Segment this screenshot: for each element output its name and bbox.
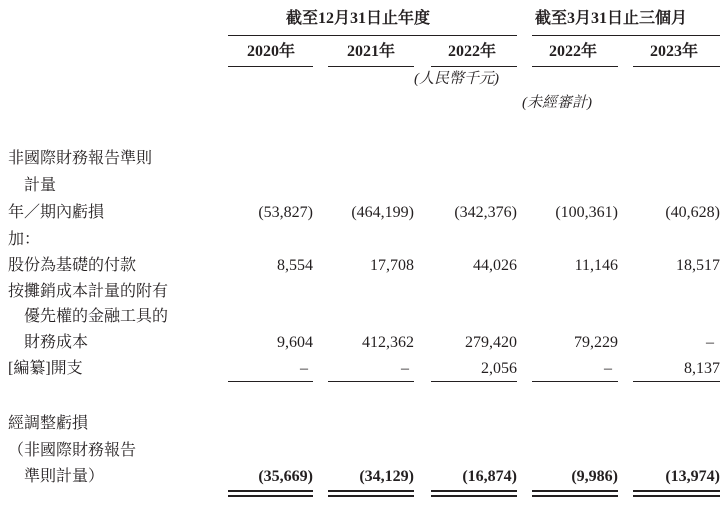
currency-note: (人民幣千元): [414, 71, 499, 87]
row-label-finance-cost: 財務成本: [8, 334, 89, 351]
value-cell: 18,517: [676, 257, 720, 274]
value-cell: 8,137: [684, 360, 720, 377]
total-double-rule: [633, 495, 720, 497]
total-value-cell: (16,874): [462, 468, 517, 485]
section-label-non-ifrs: 計量: [8, 177, 57, 194]
three-month-group-rule: [532, 35, 720, 36]
subtotal-rule: [228, 381, 313, 382]
year-header-2022: 2022年: [447, 43, 496, 60]
value-cell: (53,827): [258, 204, 313, 221]
year-rule: [431, 66, 517, 67]
total-value-cell: (9,986): [571, 468, 618, 485]
value-cell: 279,420: [465, 334, 517, 351]
value-cell: –: [300, 360, 308, 377]
total-double-rule: [228, 490, 313, 492]
year-rule: [228, 66, 313, 67]
total-double-rule: [532, 495, 618, 497]
subtotal-rule: [532, 381, 618, 382]
year-header-2022-q1: 2022年: [548, 43, 597, 60]
value-cell: 2,056: [481, 360, 517, 377]
value-cell: 9,604: [277, 334, 313, 351]
row-label-listing-expense: [編纂]開支: [8, 360, 83, 377]
value-cell: 11,146: [574, 257, 618, 274]
value-cell: 44,026: [473, 257, 517, 274]
value-cell: (40,628): [665, 204, 720, 221]
total-double-rule: [328, 495, 414, 497]
value-cell: 79,229: [574, 334, 618, 351]
fiscal-year-group-rule: [228, 35, 517, 36]
year-header-2020: 2020年: [246, 43, 295, 60]
three-month-group-header: 截至3月31日止三個月: [535, 10, 688, 27]
year-rule: [633, 66, 720, 67]
row-label-adjusted-loss: （非國際財務報告: [8, 442, 137, 459]
total-value-cell: (34,129): [359, 468, 414, 485]
total-value-cell: (13,974): [665, 468, 720, 485]
value-cell: (464,199): [351, 204, 414, 221]
value-cell: 412,362: [362, 334, 414, 351]
total-double-rule: [228, 495, 313, 497]
total-double-rule: [431, 495, 517, 497]
value-cell: (100,361): [555, 204, 618, 221]
value-cell: –: [604, 360, 612, 377]
year-header-2023-q1: 2023年: [649, 43, 698, 60]
total-double-rule: [328, 490, 414, 492]
row-label-share-payment: 股份為基礎的付款: [8, 257, 137, 274]
row-label-add: 加：: [8, 231, 41, 248]
row-label-adjusted-loss: 準則計量）: [8, 468, 105, 485]
row-label-finance-cost: 優先權的金融工具的: [8, 308, 169, 325]
row-label-finance-cost: 按攤銷成本計量的附有: [8, 283, 169, 300]
value-cell: 17,708: [370, 257, 414, 274]
value-cell: (342,376): [454, 204, 517, 221]
subtotal-rule: [633, 381, 720, 382]
total-double-rule: [532, 490, 618, 492]
section-label-non-ifrs: 非國際財務報告準則: [8, 150, 153, 167]
subtotal-rule: [431, 381, 517, 382]
value-cell: –: [706, 334, 714, 351]
total-double-rule: [431, 490, 517, 492]
year-rule: [532, 66, 618, 67]
total-double-rule: [633, 490, 720, 492]
subtotal-rule: [328, 381, 414, 382]
value-cell: 8,554: [277, 257, 313, 274]
fiscal-year-group-header: 截至12月31日止年度: [286, 10, 431, 27]
year-rule: [328, 66, 414, 67]
row-label-adjusted-loss: 經調整虧損: [8, 415, 89, 432]
total-value-cell: (35,669): [258, 468, 313, 485]
year-header-2021: 2021年: [346, 43, 395, 60]
row-label-loss: 年／期內虧損: [8, 204, 105, 221]
unaudited-note: (未經審計): [522, 95, 592, 111]
value-cell: –: [401, 360, 409, 377]
